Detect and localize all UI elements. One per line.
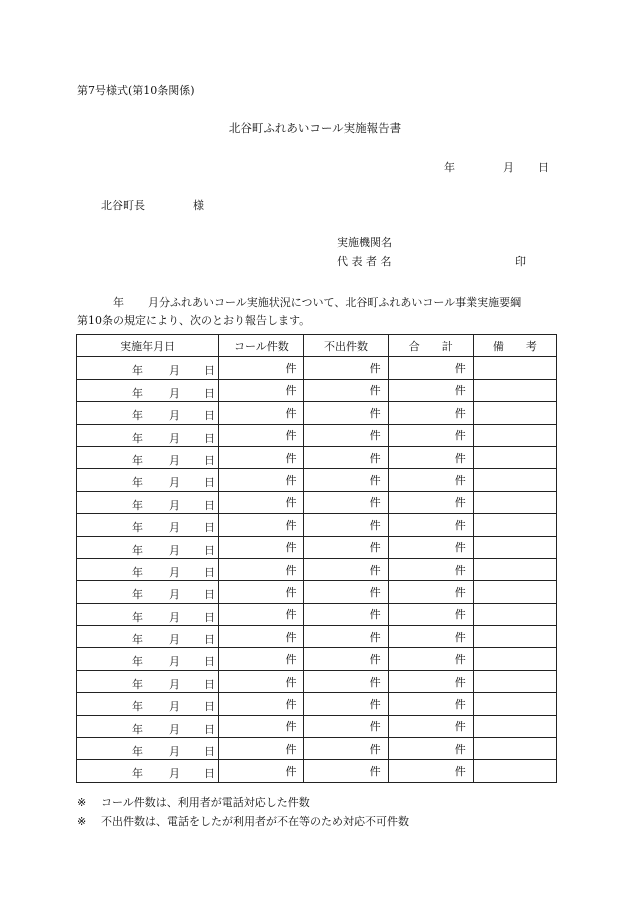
table-row: [77, 648, 557, 670]
date-year-label: 年: [132, 453, 143, 467]
unit-label: 件: [454, 630, 466, 644]
call-count-cell[interactable]: [219, 536, 304, 558]
total-cell[interactable]: [388, 603, 473, 625]
call-count-cell[interactable]: [219, 469, 304, 491]
notes-cell[interactable]: [473, 738, 556, 760]
footnote: [77, 797, 310, 808]
date-month-label: 月: [169, 722, 180, 736]
unit-label: 件: [454, 406, 466, 420]
table-row: [77, 581, 557, 603]
unit-label: 件: [369, 742, 381, 756]
total-cell[interactable]: [388, 469, 473, 491]
body-year-label: 年: [113, 296, 124, 309]
date-cell[interactable]: [77, 424, 219, 446]
unit-label: 件: [369, 406, 381, 420]
date-day-label: 日: [204, 431, 215, 445]
date-day-label: 日: [204, 453, 215, 467]
unit-label: 件: [285, 406, 297, 420]
date-cell[interactable]: [77, 514, 219, 536]
call-count-cell[interactable]: [219, 648, 304, 670]
call-count-cell[interactable]: [219, 446, 304, 468]
date-cell[interactable]: [77, 379, 219, 401]
date-day-label: 日: [204, 498, 215, 512]
date-cell[interactable]: [77, 738, 219, 760]
notes-cell[interactable]: [473, 760, 556, 782]
date-cell[interactable]: [77, 603, 219, 625]
unit-label: 件: [369, 585, 381, 599]
unit-label: 件: [369, 697, 381, 711]
total-cell[interactable]: [388, 760, 473, 782]
date-cell[interactable]: [77, 402, 219, 424]
date-month-label: 月: [169, 431, 180, 445]
addressee-name: 北谷町長: [101, 199, 145, 212]
addressee: [101, 200, 204, 211]
date-day-label: 日: [204, 565, 215, 579]
table-body: [77, 357, 557, 782]
date-year-label: 年: [132, 588, 143, 602]
date-cell[interactable]: [77, 626, 219, 648]
unit-label: 件: [454, 429, 466, 443]
table-row: [77, 424, 557, 446]
unit-label: 件: [369, 608, 381, 622]
no-answer-count-cell[interactable]: [304, 402, 388, 424]
table-row: [77, 603, 557, 625]
unit-label: 件: [454, 474, 466, 488]
date-month-label: 月: [169, 655, 180, 669]
date-month-label: 月: [169, 409, 180, 423]
total-cell[interactable]: [388, 379, 473, 401]
no-answer-count-cell[interactable]: [304, 626, 388, 648]
table-row: [77, 626, 557, 648]
notes-cell[interactable]: [473, 648, 556, 670]
date-month-label: 月: [169, 543, 180, 557]
no-answer-count-cell[interactable]: [304, 469, 388, 491]
call-count-cell[interactable]: [219, 379, 304, 401]
unit-label: 件: [369, 518, 381, 532]
unit-label: 件: [454, 518, 466, 532]
note-text: 不出件数は、電話をしたが利用者が不在等のため対応不可件数: [101, 815, 409, 828]
date-month-label: 月: [169, 364, 180, 378]
unit-label: 件: [454, 541, 466, 555]
notes-cell[interactable]: [473, 514, 556, 536]
date-cell[interactable]: [77, 760, 219, 782]
date-cell[interactable]: [77, 469, 219, 491]
call-count-cell[interactable]: [219, 491, 304, 513]
total-cell[interactable]: [388, 648, 473, 670]
seal-mark: 印: [515, 255, 526, 268]
no-answer-count-cell[interactable]: [304, 536, 388, 558]
total-cell[interactable]: [388, 626, 473, 648]
date-month-label: 月: [169, 767, 180, 781]
no-answer-count-cell[interactable]: [304, 558, 388, 580]
date-day-label: 日: [204, 409, 215, 423]
table-row: [77, 357, 557, 379]
unit-label: 件: [369, 765, 381, 779]
date-month-label: 月: [169, 588, 180, 602]
call-count-cell[interactable]: [219, 581, 304, 603]
no-answer-count-cell[interactable]: [304, 491, 388, 513]
unit-label: 件: [369, 362, 381, 376]
date-month-label: 月: [169, 498, 180, 512]
unit-label: 件: [285, 675, 297, 689]
note-text: コール件数は、利用者が電話対応した件数: [101, 796, 310, 809]
notes-cell[interactable]: [473, 626, 556, 648]
date-year-label: 年: [132, 633, 143, 647]
table-row: [77, 491, 557, 513]
call-count-cell[interactable]: [219, 558, 304, 580]
date-year-label: 年: [132, 364, 143, 378]
date-year-label: 年: [132, 722, 143, 736]
date-cell[interactable]: [77, 558, 219, 580]
table-row: [77, 715, 557, 737]
unit-label: 件: [369, 720, 381, 734]
date-cell[interactable]: [77, 670, 219, 692]
notes-cell[interactable]: [473, 469, 556, 491]
total-cell[interactable]: [388, 357, 473, 379]
unit-label: 件: [285, 653, 297, 667]
unit-label: 件: [285, 563, 297, 577]
unit-label: 件: [285, 474, 297, 488]
call-count-cell[interactable]: [219, 357, 304, 379]
total-cell[interactable]: [388, 693, 473, 715]
date-cell[interactable]: [77, 715, 219, 737]
header-total: 合 計: [388, 335, 473, 357]
call-count-cell[interactable]: [219, 603, 304, 625]
no-answer-count-cell[interactable]: [304, 670, 388, 692]
note-mark: ※: [77, 796, 87, 809]
header-date: 実施年月日: [77, 335, 219, 357]
unit-label: 件: [454, 653, 466, 667]
table-row: [77, 446, 557, 468]
no-answer-count-cell[interactable]: [304, 760, 388, 782]
unit-label: 件: [369, 541, 381, 555]
date-year-label: 年: [132, 386, 143, 400]
notes-cell[interactable]: [473, 446, 556, 468]
date-year-label: 年: [132, 655, 143, 669]
total-cell[interactable]: [388, 715, 473, 737]
unit-label: 件: [285, 585, 297, 599]
report-table: [76, 334, 557, 783]
total-cell[interactable]: [388, 738, 473, 760]
date-year-label: 年: [132, 498, 143, 512]
unit-label: 件: [454, 496, 466, 510]
no-answer-count-cell[interactable]: [304, 648, 388, 670]
call-count-cell[interactable]: [219, 715, 304, 737]
unit-label: 件: [454, 742, 466, 756]
date-month-label: 月: [169, 453, 180, 467]
unit-label: 件: [369, 675, 381, 689]
unit-label: 件: [454, 720, 466, 734]
table-row: [77, 469, 557, 491]
unit-label: 件: [285, 742, 297, 756]
notes-cell[interactable]: [473, 379, 556, 401]
date-cell[interactable]: [77, 693, 219, 715]
table-row: [77, 738, 557, 760]
unit-label: 件: [285, 720, 297, 734]
date-year-label: 年: [132, 409, 143, 423]
date-year-label: 年: [132, 565, 143, 579]
date-year-label: 年: [132, 677, 143, 691]
total-cell[interactable]: [388, 424, 473, 446]
date-month-label: 月: [169, 700, 180, 714]
notes-cell[interactable]: [473, 558, 556, 580]
addressee-honorific: 様: [193, 199, 204, 212]
notes-cell[interactable]: [473, 536, 556, 558]
total-cell[interactable]: [388, 491, 473, 513]
unit-label: 件: [285, 608, 297, 622]
notes-cell[interactable]: [473, 603, 556, 625]
unit-label: 件: [454, 697, 466, 711]
unit-label: 件: [369, 653, 381, 667]
date-cell[interactable]: [77, 491, 219, 513]
unit-label: 件: [369, 451, 381, 465]
date-year-label: 年: [132, 476, 143, 490]
notes-cell[interactable]: [473, 693, 556, 715]
table-row: [77, 514, 557, 536]
unit-label: 件: [454, 765, 466, 779]
date-day-label: 日: [204, 767, 215, 781]
date-year-label: 年: [444, 161, 455, 174]
date-day-label: 日: [204, 588, 215, 602]
form-number: 第7号様式(第10条関係): [77, 84, 195, 97]
call-count-cell[interactable]: [219, 670, 304, 692]
date-cell[interactable]: [77, 648, 219, 670]
no-answer-count-cell[interactable]: [304, 715, 388, 737]
table-row: [77, 536, 557, 558]
organization-name-label: 実施機関名: [337, 236, 392, 249]
table-row: [77, 693, 557, 715]
header-no-answer-count: 不出件数: [304, 335, 388, 357]
no-answer-count-cell[interactable]: [304, 738, 388, 760]
unit-label: 件: [369, 496, 381, 510]
call-count-cell[interactable]: [219, 402, 304, 424]
notes-cell[interactable]: [473, 491, 556, 513]
date-year-label: 年: [132, 700, 143, 714]
unit-label: 件: [369, 429, 381, 443]
total-cell[interactable]: [388, 558, 473, 580]
total-cell[interactable]: [388, 581, 473, 603]
footnote: [77, 816, 409, 827]
date-month-label: 月: [169, 633, 180, 647]
date-cell[interactable]: [77, 446, 219, 468]
date-year-label: 年: [132, 521, 143, 535]
call-count-cell[interactable]: [219, 693, 304, 715]
date-day-label: 日: [204, 476, 215, 490]
date-year-label: 年: [132, 543, 143, 557]
unit-label: 件: [369, 474, 381, 488]
total-cell[interactable]: [388, 446, 473, 468]
table-row: [77, 670, 557, 692]
unit-label: 件: [454, 384, 466, 398]
date-day-label: 日: [538, 161, 549, 174]
unit-label: 件: [285, 630, 297, 644]
unit-label: 件: [454, 451, 466, 465]
date-year-label: 年: [132, 745, 143, 759]
no-answer-count-cell[interactable]: [304, 603, 388, 625]
unit-label: 件: [285, 518, 297, 532]
unit-label: 件: [285, 765, 297, 779]
document-title: 北谷町ふれあいコール実施報告書: [228, 121, 402, 135]
body-text-line2: 第10条の規定により、次のとおり報告します。: [77, 314, 311, 327]
unit-label: 件: [285, 429, 297, 443]
notes-cell[interactable]: [473, 424, 556, 446]
no-answer-count-cell[interactable]: [304, 424, 388, 446]
no-answer-count-cell[interactable]: [304, 581, 388, 603]
date-day-label: 日: [204, 677, 215, 691]
date-month-label: 月: [169, 677, 180, 691]
date-cell[interactable]: [77, 357, 219, 379]
date-day-label: 日: [204, 722, 215, 736]
call-count-cell[interactable]: [219, 514, 304, 536]
date-month-label: 月: [169, 610, 180, 624]
notes-cell[interactable]: [473, 581, 556, 603]
call-count-cell[interactable]: [219, 626, 304, 648]
total-cell[interactable]: [388, 670, 473, 692]
unit-label: 件: [369, 630, 381, 644]
note-mark: ※: [77, 815, 87, 828]
call-count-cell[interactable]: [219, 760, 304, 782]
notes-cell[interactable]: [473, 670, 556, 692]
no-answer-count-cell[interactable]: [304, 357, 388, 379]
unit-label: 件: [285, 541, 297, 555]
unit-label: 件: [454, 675, 466, 689]
date-day-label: 日: [204, 655, 215, 669]
no-answer-count-cell[interactable]: [304, 446, 388, 468]
date-month-label: 月: [169, 386, 180, 400]
date-day-label: 日: [204, 610, 215, 624]
date-year-label: 年: [132, 610, 143, 624]
total-cell[interactable]: [388, 536, 473, 558]
date-month-label: 月: [169, 565, 180, 579]
total-cell[interactable]: [388, 402, 473, 424]
table-row: [77, 402, 557, 424]
unit-label: 件: [454, 563, 466, 577]
total-cell[interactable]: [388, 514, 473, 536]
table-row: [77, 760, 557, 782]
date-month-label: 月: [169, 521, 180, 535]
notes-cell[interactable]: [473, 715, 556, 737]
date-day-label: 日: [204, 521, 215, 535]
date-month-label: 月: [169, 745, 180, 759]
no-answer-count-cell[interactable]: [304, 514, 388, 536]
date-day-label: 日: [204, 364, 215, 378]
body-text-line1: 月分ふれあいコール実施状況について、北谷町ふれあいコール事業実施要綱: [148, 296, 522, 309]
notes-cell[interactable]: [473, 402, 556, 424]
no-answer-count-cell[interactable]: [304, 379, 388, 401]
table-row: [77, 379, 557, 401]
unit-label: 件: [369, 384, 381, 398]
unit-label: 件: [285, 384, 297, 398]
unit-label: 件: [285, 362, 297, 376]
date-day-label: 日: [204, 386, 215, 400]
representative-label: 代 表 者 名: [337, 255, 392, 268]
date-month-label: 月: [503, 161, 514, 174]
header-notes: 備 考: [473, 335, 556, 357]
date-year-label: 年: [132, 431, 143, 445]
table-header-row: [77, 335, 557, 357]
date-year-label: 年: [132, 767, 143, 781]
unit-label: 件: [454, 585, 466, 599]
table-row: [77, 558, 557, 580]
unit-label: 件: [285, 451, 297, 465]
unit-label: 件: [285, 496, 297, 510]
report-date: [444, 162, 549, 173]
date-cell[interactable]: [77, 581, 219, 603]
date-day-label: 日: [204, 745, 215, 759]
date-cell[interactable]: [77, 536, 219, 558]
date-month-label: 月: [169, 476, 180, 490]
unit-label: 件: [369, 563, 381, 577]
notes-cell[interactable]: [473, 357, 556, 379]
unit-label: 件: [454, 362, 466, 376]
call-count-cell[interactable]: [219, 424, 304, 446]
report-body: [77, 294, 557, 330]
unit-label: 件: [285, 697, 297, 711]
date-day-label: 日: [204, 543, 215, 557]
call-count-cell[interactable]: [219, 738, 304, 760]
no-answer-count-cell[interactable]: [304, 693, 388, 715]
date-day-label: 日: [204, 633, 215, 647]
unit-label: 件: [454, 608, 466, 622]
date-day-label: 日: [204, 700, 215, 714]
header-call-count: コール件数: [219, 335, 304, 357]
